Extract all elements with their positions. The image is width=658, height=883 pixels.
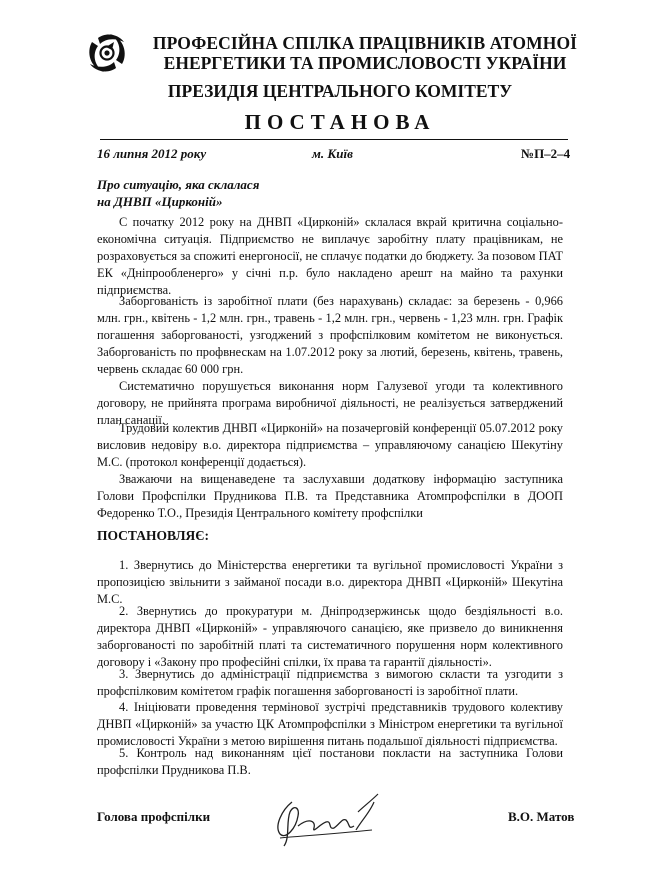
organization-name-line2: ЕНЕРГЕТИКИ ТА ПРОМИСЛОВОСТІ УКРАЇНИ xyxy=(163,53,567,73)
subject-line: на ДНВП «Цирконій» xyxy=(97,194,223,209)
resolve-heading: ПОСТАНОВЛЯЄ: xyxy=(97,528,209,543)
resolution-item: 5. Контроль над виконанням цієї постанови покласти на заступника Голови профспілки Прудникова П.В. xyxy=(97,746,563,777)
document-number: №П–2–4 xyxy=(521,146,571,161)
presidium-heading: ПРЕЗИДІЯ ЦЕНТРАЛЬНОГО КОМІТЕТУ xyxy=(167,81,513,101)
body-paragraph: С початку 2012 року на ДНВП «Цирконій» склалася вкрай критична соціально-економічна ситуація. Підприємство не виплачує заробітну плату працівникам, не розраховується за спожиті енергоносії, не сплачує податки до бюджету. За позовом ПАТ ЕК «Дніпрообленерго» у січні п.р. було накладено арешт на майно та рахунки підприємства. xyxy=(97,215,563,297)
document-city: м. Київ xyxy=(312,146,353,161)
body-paragraph: Зважаючи на вищенаведене та заслухавши додаткову інформацію заступника Голови Профспілки Прудникова П.В. та Представника Атомпрофспілки в ДООП Федоренко Т.О., Президія Центрального комітету профспілки xyxy=(97,472,563,520)
resolution-item: 3. Звернутись до адміністрації підприємства з вимогою скласти та узгодити з профспілковим комітетом графік погашення заборгованості із заробітної плати. xyxy=(97,667,563,698)
header-divider xyxy=(100,139,568,140)
resolution-item: 4. Ініціювати проведення термінової зустрічі представників трудового колективу ДНВП «Цирконій» за участю ЦК Атомпрофспілки з Міністром енергетики та вугільної промисловості України з метою вирішення питань подальшої діяльності підприємства. xyxy=(97,700,563,748)
subject-line: Про ситуацію, яка склалася xyxy=(97,177,260,192)
atom-union-logo-icon xyxy=(84,30,130,76)
document-title: ПОСТАНОВА xyxy=(244,110,436,134)
body-paragraph: Заборгованість із заробітної плати (без нарахувань) складає: за березень - 0,966 млн. грн., квітень - 1,2 млн. грн., травень - 1,2 млн. грн., червень - 1,23 млн. грн. Графік погашення заборгованості, узгоджений з профспілковим комітетом не виконується. Заборгованість по профвнескам на 1.07.2012 року за лютий, березень, квітень, травень, червень складає 60 000 грн. xyxy=(97,294,563,376)
body-paragraph: Систематично порушується виконання норм Галузевої угоди та колективного договору, не прийнята програма виробничої діяльності, не реалізується затверджений план санації. xyxy=(97,379,563,427)
body-paragraph: Трудовий колектив ДНВП «Цирконій» на позачерговій конференції 05.07.2012 року висловив недовіру в.о. директора підприємства – управляючому санацією Шекутіну М.С. (протокол конференції додається). xyxy=(97,421,563,469)
signatory-name: В.О. Матов xyxy=(508,809,575,824)
signatory-role: Голова профспілки xyxy=(97,809,211,824)
document-subject xyxy=(97,176,259,210)
organization-name-line1: ПРОФЕСІЙНА СПІЛКА ПРАЦІВНИКІВ АТОМНОЇ xyxy=(152,33,578,53)
document-date: 16 липня 2012 року xyxy=(97,146,207,161)
resolution-item: 1. Звернутись до Міністерства енергетики та вугільної промисловості України з пропозицією звільнити з займаної посади в.о. директора ДНВП «Цирконій» Шекутіна М.С. xyxy=(97,558,563,606)
handwritten-signature xyxy=(262,790,392,850)
resolution-item: 2. Звернутись до прокуратури м. Дніпродзержинськ щодо бездіяльності в.о. директора ДНВП «Цирконій» - управляючого санацією, яке призвело до виникнення заборгованості по заробітній платі та систематичного порушення норм колективного договору і «Закону про професійні спілки, їх права та гарантії діяльності». xyxy=(97,604,563,669)
